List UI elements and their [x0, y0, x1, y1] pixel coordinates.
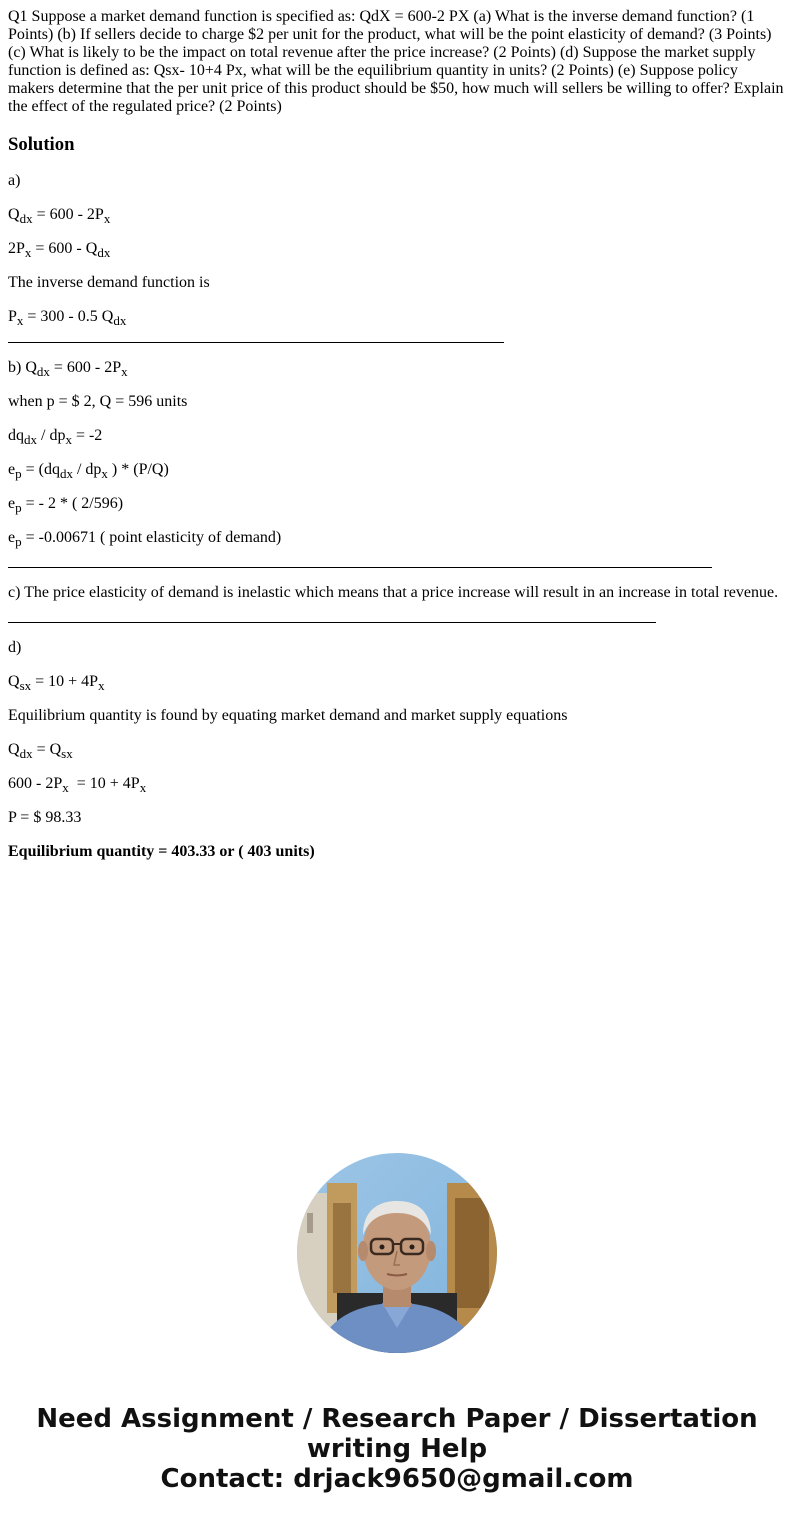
part-a-equation-3: $P_x = 300 - 0.5$ $Q_{dx}$	[8, 308, 127, 328]
part-d-equation-3: $600 - 2P_x = 10 + 4P_x$	[8, 775, 147, 795]
part-d-label: d)	[8, 639, 22, 656]
part-d-result: Equilibrium quantity = 403.33 or ( 403 units)	[8, 843, 315, 860]
part-a-label: a)	[8, 172, 21, 189]
part-d-equation-1: $Q_{sx} = 10 + 4P_x$	[8, 673, 105, 693]
part-b-equation-1: b) $Q_{dx} = 600 - 2P_x$	[8, 359, 128, 379]
part-b-text: when p = $ 2, Q = 596 units	[8, 393, 188, 410]
part-b-equation-3: $e_p = (dq_{dx} / dp_x$ ) * (P/Q)	[8, 461, 169, 481]
solution-heading: Solution	[8, 134, 75, 155]
author-avatar	[297, 1153, 497, 1353]
footer-line-1: Need Assignment / Research Paper / Dissertation	[36, 1404, 758, 1434]
part-b-equation-5: $e_p = -0.00671$ ( point elasticity of demand)	[8, 529, 282, 549]
divider-a	[8, 342, 504, 343]
part-a-equation-2: $2P_x = 600 - Q_{dx}$	[8, 240, 111, 260]
part-d-equation-2: $Q_{dx} = Q_{sx}$	[8, 741, 73, 761]
part-d-price: P = $ 98.33	[8, 809, 82, 826]
part-b-equation-2: $dq_{dx} / dp_x = -2$	[8, 427, 103, 447]
divider-b	[8, 567, 712, 568]
question-text: Q1 Suppose a market demand function is specified as: QdX = 600-2 PX (a) What is the inverse demand function? (1 Points) (b) If sellers decide to charge $2 per unit for the product, what will be the point elasticity of demand? (3 Points) (c) What is likely to be the impact on total revenue after the price increase? (2 Points) (d) Suppose the market supply function is defined as: Qsx- 10+4 Px, what will be the equilibrium quantity in units? (2 Points) (e) Suppose policy makers determine that the per unit price of this product should be $50, how much will sellers be willing to offer? Explain the effect of the regulated price? (2 Points)	[8, 8, 784, 115]
part-a-equation-1: $Q_{dx} = 600 - 2P_x$	[8, 206, 111, 226]
contact-footer	[0, 1404, 794, 1494]
part-d-text: Equilibrium quantity is found by equating market demand and market supply equations	[8, 707, 568, 724]
part-c-text: c) The price elasticity of demand is inelastic which means that a price increase will result in an increase in total revenue.	[8, 584, 779, 601]
part-a-text: The inverse demand function is	[8, 274, 210, 291]
author-portrait-image	[297, 1153, 497, 1353]
divider-c	[8, 622, 656, 623]
footer-contact-line: Contact: drjack9650@gmail.com	[160, 1464, 634, 1494]
part-b-equation-4: $e_p$ = - 2 * ( 2/596)	[8, 495, 124, 515]
footer-line-2: writing Help	[306, 1434, 488, 1464]
document-body	[8, 8, 786, 861]
